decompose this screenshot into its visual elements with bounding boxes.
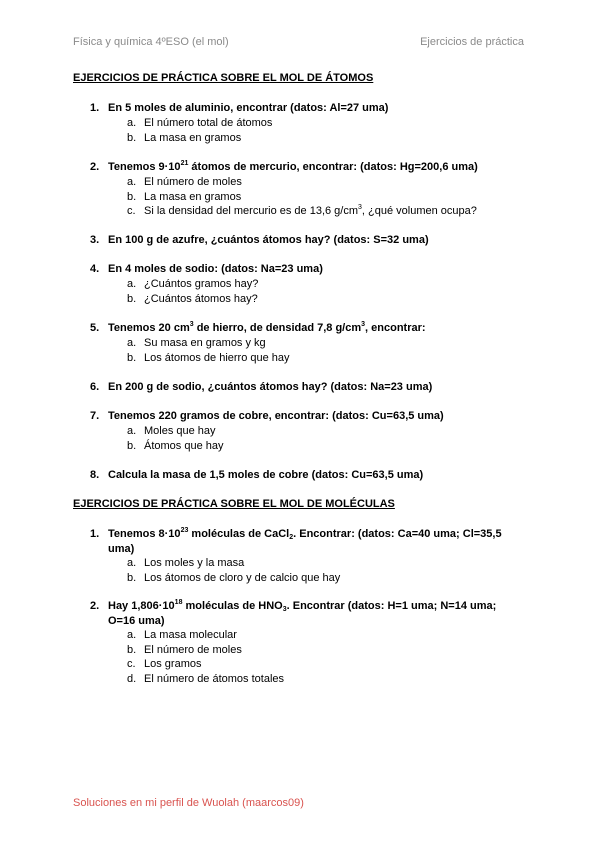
sub-item: b. Átomos que hay: [127, 439, 224, 452]
sub-list: [127, 175, 477, 219]
sub-item: d. El número de átomos totales: [127, 672, 285, 685]
sub-item: b. Los átomos de hierro que hay: [127, 351, 290, 364]
sub-item: b. El número de moles: [127, 643, 242, 656]
sub-item: b. La masa en gramos: [127, 131, 242, 144]
question-7: 7. Tenemos 220 gramos de cobre, encontrar: (datos: Cu=63,5 uma): [90, 410, 444, 422]
sub-item: a. El número de moles: [127, 176, 242, 188]
sub-list: [127, 336, 290, 365]
question-4: 4. En 4 moles de sodio: (datos: Na=23 uma): [90, 263, 323, 275]
question-1: 1. Tenemos $8\cdot 10^{23}$ moléculas de CaCl$_2$. Encontrar: (datos: Ca=40 uma; Cl=35,5 uma): [90, 527, 502, 555]
sub-item: a. Moles que hay: [127, 425, 216, 437]
sub-list: [127, 424, 224, 453]
sub-item: a. Su masa en gramos y kg: [127, 337, 266, 349]
sub-list: [127, 116, 272, 145]
sub-item: a. La masa molecular: [127, 629, 237, 641]
sub-item: b. Los átomos de cloro y de calcio que hay: [127, 571, 341, 584]
question-6: 6. En 200 g de sodio, ¿cuántos átomos hay? (datos: Na=23 uma): [90, 381, 433, 393]
section-title-molecules: EJERCICIOS DE PRÁCTICA SOBRE EL MOL DE MOLÉCULAS: [73, 498, 395, 510]
header-left: Física y química 4ºESO (el mol): [73, 36, 229, 48]
question-8: 8. Calcula la masa de 1,5 moles de cobre (datos: Cu=63,5 uma): [90, 469, 424, 481]
sub-item: c. Si la densidad del mercurio es de 13,6 $g/cm^3$, ¿qué volumen ocupa?: [127, 204, 477, 218]
sub-item: a. ¿Cuántos gramos hay?: [127, 278, 259, 290]
header-right: Ejercicios de práctica: [420, 36, 524, 48]
question-5: 5. Tenemos 20 $cm^3$ de hierro, de densidad 7,8 $g/cm^3$, encontrar:: [90, 321, 426, 334]
sub-item: b. ¿Cuántos átomos hay?: [127, 292, 258, 305]
section-title-atoms: EJERCICIOS DE PRÁCTICA SOBRE EL MOL DE ÁTOMOS: [73, 72, 374, 84]
question-3: 3. En 100 g de azufre, ¿cuántos átomos hay? (datos: S=32 uma): [90, 234, 429, 246]
sub-item: c. Los gramos: [127, 658, 202, 671]
footer-note: Soluciones en mi perfil de Wuolah (maarcos09): [73, 797, 304, 809]
sub-item: b. La masa en gramos: [127, 190, 242, 203]
question-number: 1.: [90, 102, 100, 114]
sub-list: [127, 628, 284, 686]
question-1: [90, 101, 515, 116]
sub-item: a. Los moles y la masa: [127, 557, 245, 569]
sub-item: a. El número total de átomos: [127, 117, 273, 129]
question-2: 2. Tenemos $9\cdot 10^{21}$ átomos de mercurio, encontrar: (datos: Hg=200,6 uma): [90, 160, 478, 173]
sub-list: [127, 277, 258, 306]
sub-list: [127, 556, 340, 585]
question-text: En 5 moles de aluminio, encontrar (datos: Al=27 uma): [108, 102, 389, 114]
question-2: 2. Hay $1,806\cdot 10^{18}$ moléculas de $HNO_3$. Encontrar (datos: H=1 uma; N=14 uma; O=16 uma): [90, 599, 497, 627]
